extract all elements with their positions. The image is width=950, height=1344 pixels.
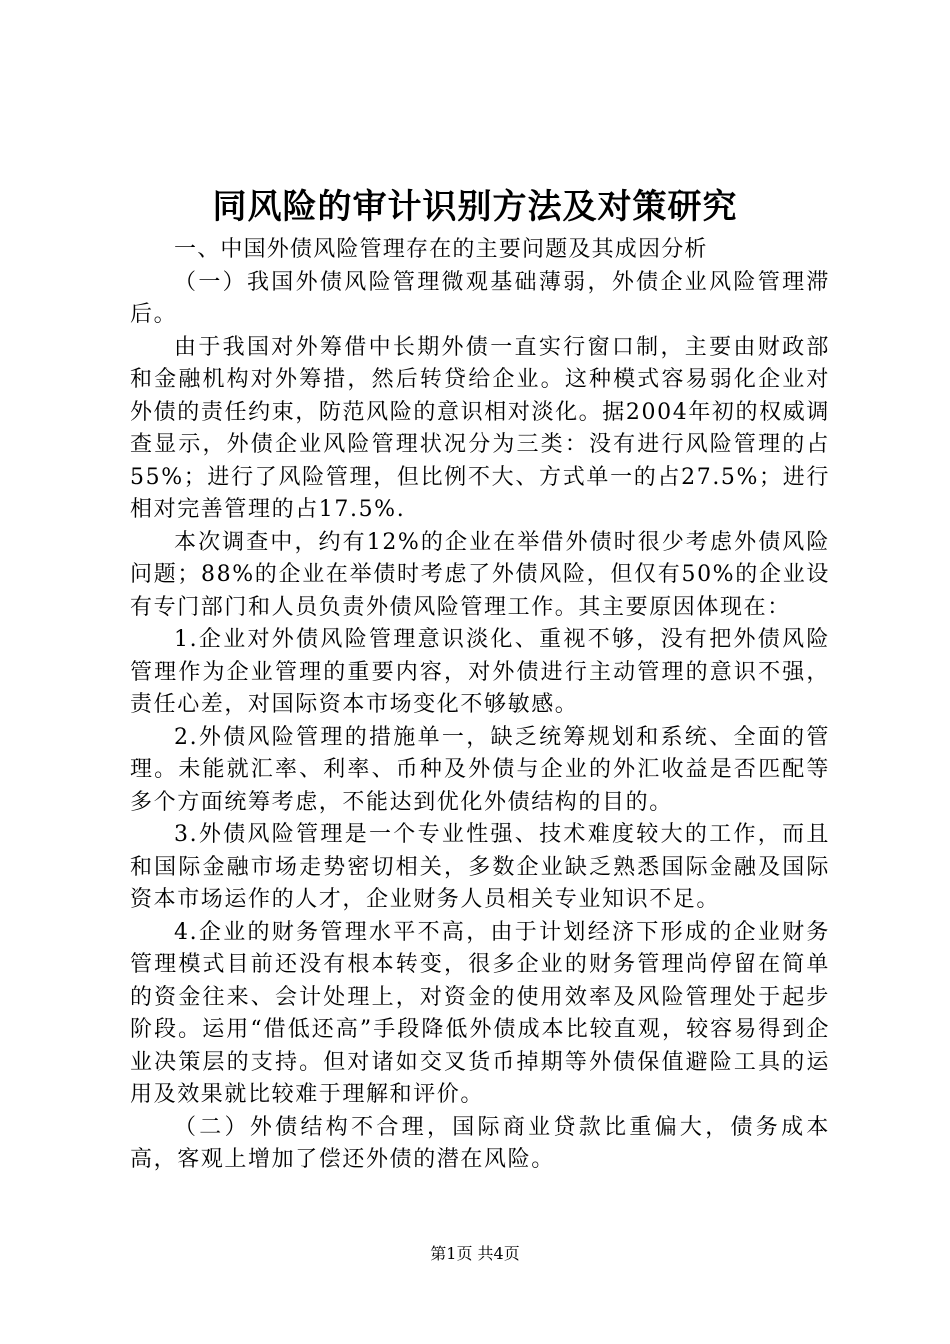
section-heading: 一、中国外债风险管理存在的主要问题及其成因分析 — [174, 237, 708, 262]
document-body — [130, 234, 830, 1177]
page-footer: 第1页 共4页 — [430, 1244, 520, 1263]
subsection-heading: （二）外债结构不合理，国际商业贷款比重偏大，债务成本高，客观上增加了偿还外债的潜在风险。 — [130, 1114, 830, 1172]
list-item: 3.外债风险管理是一个专业性强、技术难度较大的工作，而且和国际金融市场走势密切相关，多数企业缺乏熟悉国际金融及国际资本市场运作的人才，企业财务人员相关专业知识不足。 — [130, 822, 830, 912]
body-paragraph: 由于我国对外筹借中长期外债一直实行窗口制，主要由财政部和金融机构对外筹措，然后转贷给企业。这种模式容易弱化企业对外债的责任约束，防范风险的意识相对淡化。据2004年初的权威调查显示，外债企业风险管理状况分为三类：没有进行风险管理的占55%；进行了风险管理，但比例不大、方式单一的占27.5%；进行相对完善管理的占17.5%. — [130, 334, 830, 522]
body-paragraph: 本次调查中，约有12%的企业在举借外债时很少考虑外债风险问题；88%的企业在举债时考虑了外债风险，但仅有50%的企业设有专门部门和人员负责外债风险管理工作。其主要原因体现在： — [130, 529, 830, 620]
list-item: 4.企业的财务管理水平不高，由于计划经济下形成的企业财务管理模式目前还没有根本转变，很多企业的财务管理尚停留在简单的资金往来、会计处理上，对资金的使用效率及风险管理处于起步阶段。运用“借低还高”手段降低外债成本比较直观，较容易得到企业决策层的支持。但对诸如交叉货币掉期等外债保值避险工具的运用及效果就比较难于理解和评价。 — [130, 919, 830, 1107]
list-item: 2.外债风险管理的措施单一，缺乏统筹规划和系统、全面的管理。未能就汇率、利率、币种及外债与企业的外汇收益是否匹配等多个方面统筹考虑，不能达到优化外债结构的目的。 — [130, 724, 830, 815]
subsection-heading: （一）我国外债风险管理微观基础薄弱，外债企业风险管理滞后。 — [130, 269, 830, 327]
document-title: 同风险的审计识别方法及对策研究 — [212, 187, 738, 227]
list-item: 1.企业对外债风险管理意识淡化、重视不够，没有把外债风险管理作为企业管理的重要内容，对外债进行主动管理的意识不强，责任心差，对国际资本市场变化不够敏感。 — [130, 627, 830, 717]
